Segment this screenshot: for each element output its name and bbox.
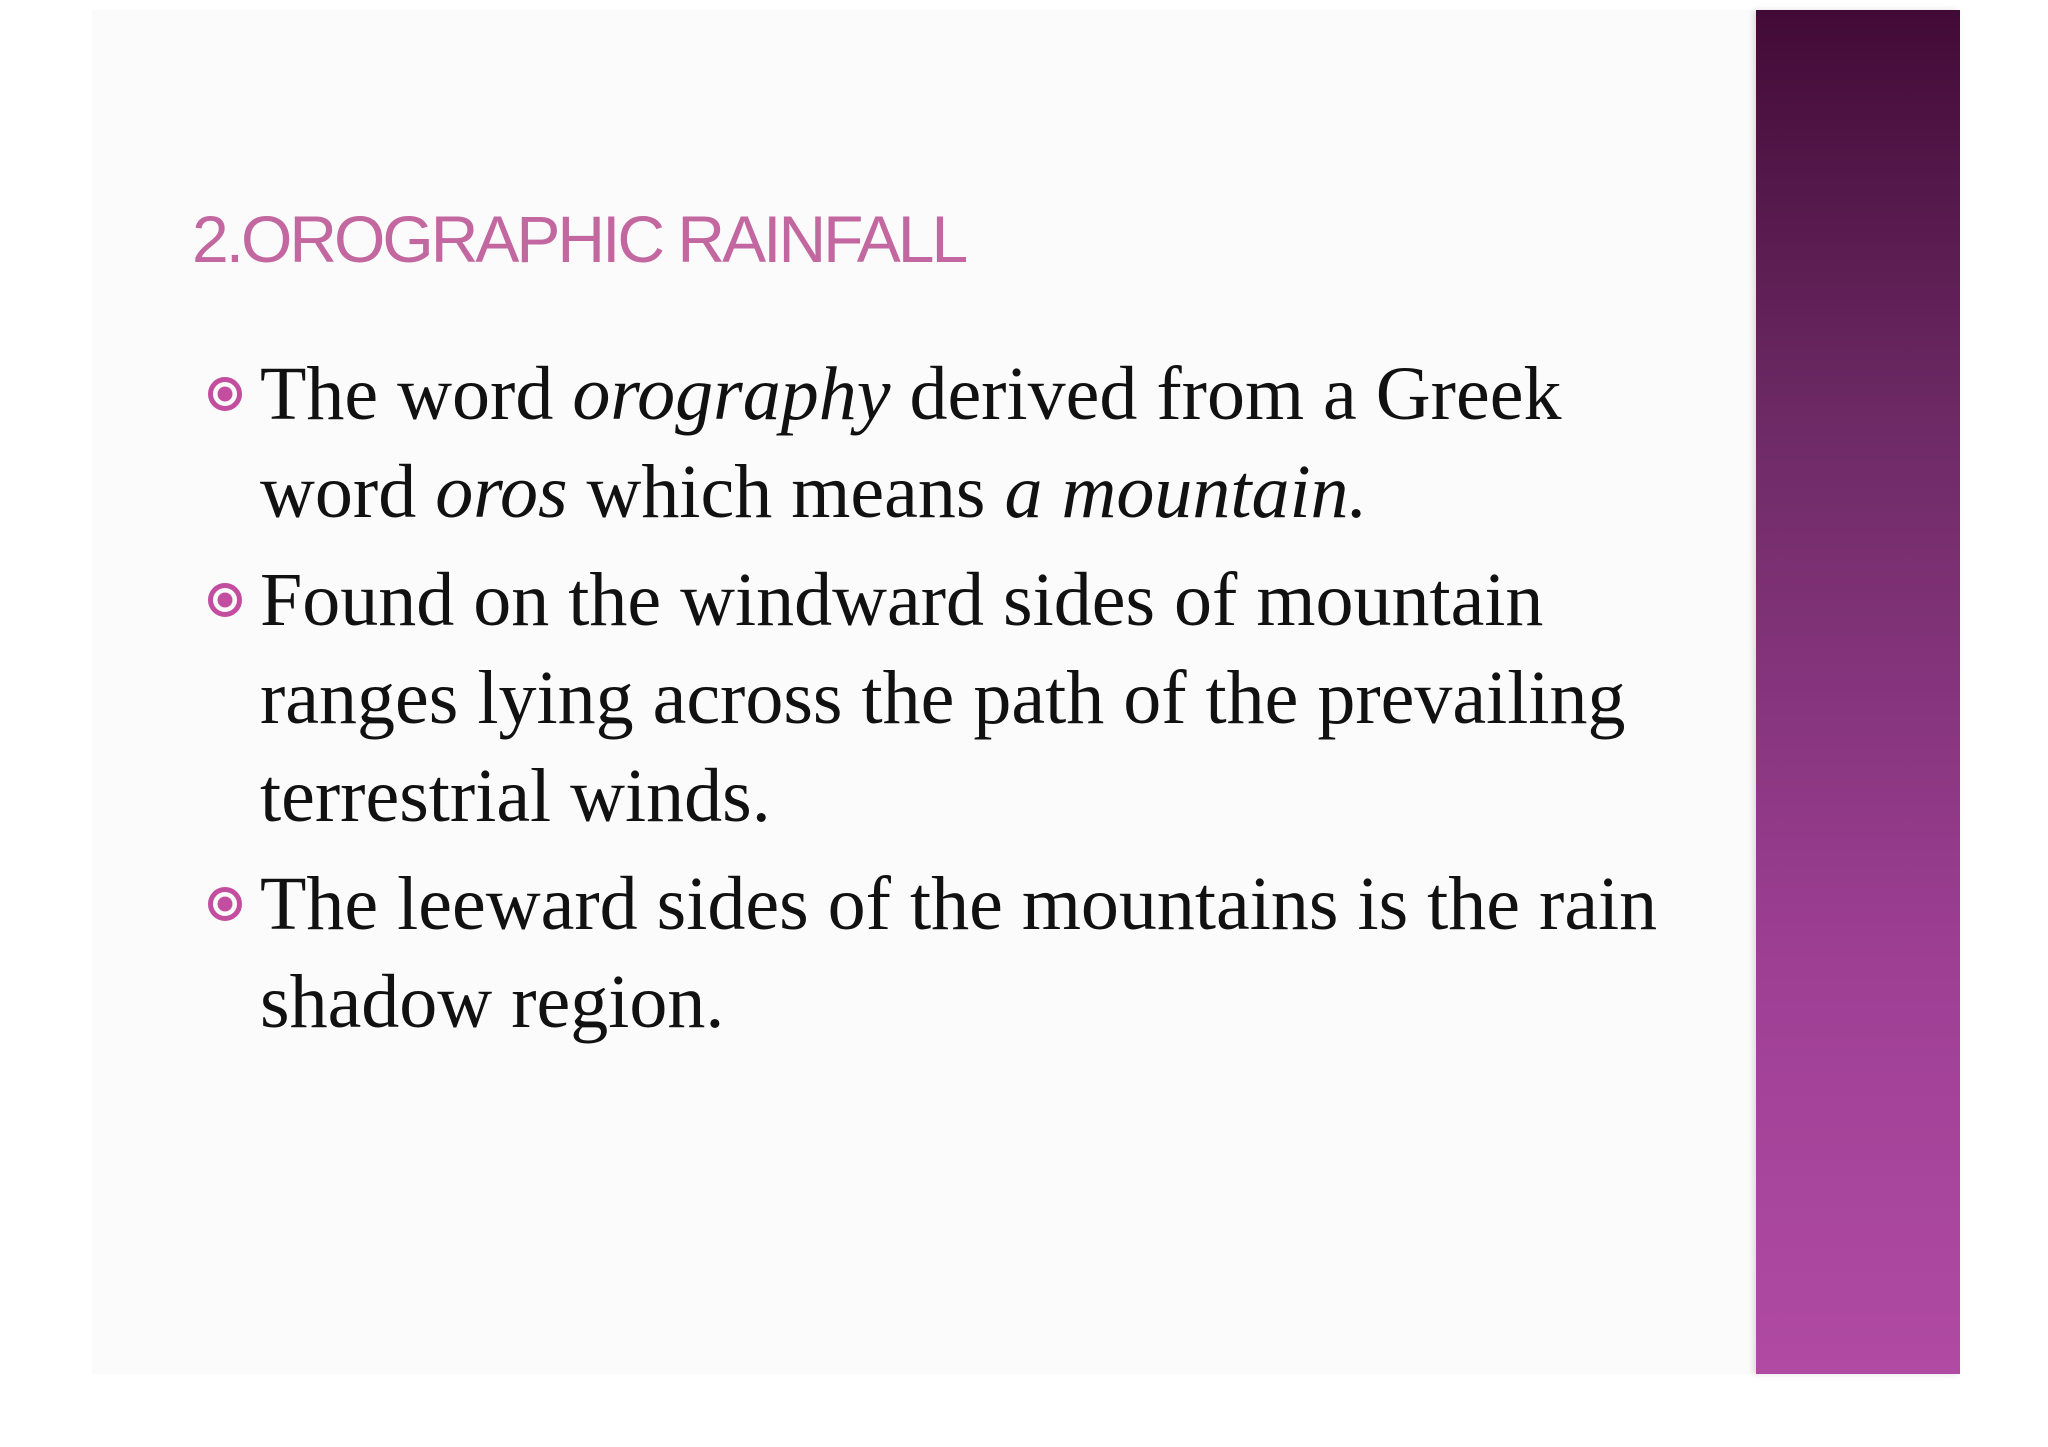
bullet-item-windward (204, 551, 1674, 845)
bullet-item-leeward (204, 855, 1674, 1051)
bullet-text-italic-orography: orography (572, 352, 891, 436)
slide-title: 2.OROGRAPHIC RAINFALL (192, 202, 966, 276)
circle-bullet-icon (208, 583, 242, 617)
bullet-text: Found on the windward sides of mountain ranges lying across the path of the prevailing terrestrial winds. (260, 558, 1626, 838)
bullet-text-italic-mountain: a mountain. (1004, 450, 1368, 534)
bullet-list (204, 345, 1674, 1061)
bullet-text: The leeward sides of the mountains is the rain shadow region. (260, 862, 1658, 1044)
bullet-text-part: derived from a Greek word (260, 352, 1562, 534)
circle-bullet-icon (208, 377, 242, 411)
circle-bullet-icon (208, 887, 242, 921)
bullet-text-italic-oros: oros (435, 450, 568, 534)
bullet-text-part: The word (260, 352, 573, 436)
decorative-side-bar (1756, 10, 1960, 1374)
bullet-text-part: which means (567, 450, 1005, 534)
bullet-item-orography (204, 345, 1674, 541)
